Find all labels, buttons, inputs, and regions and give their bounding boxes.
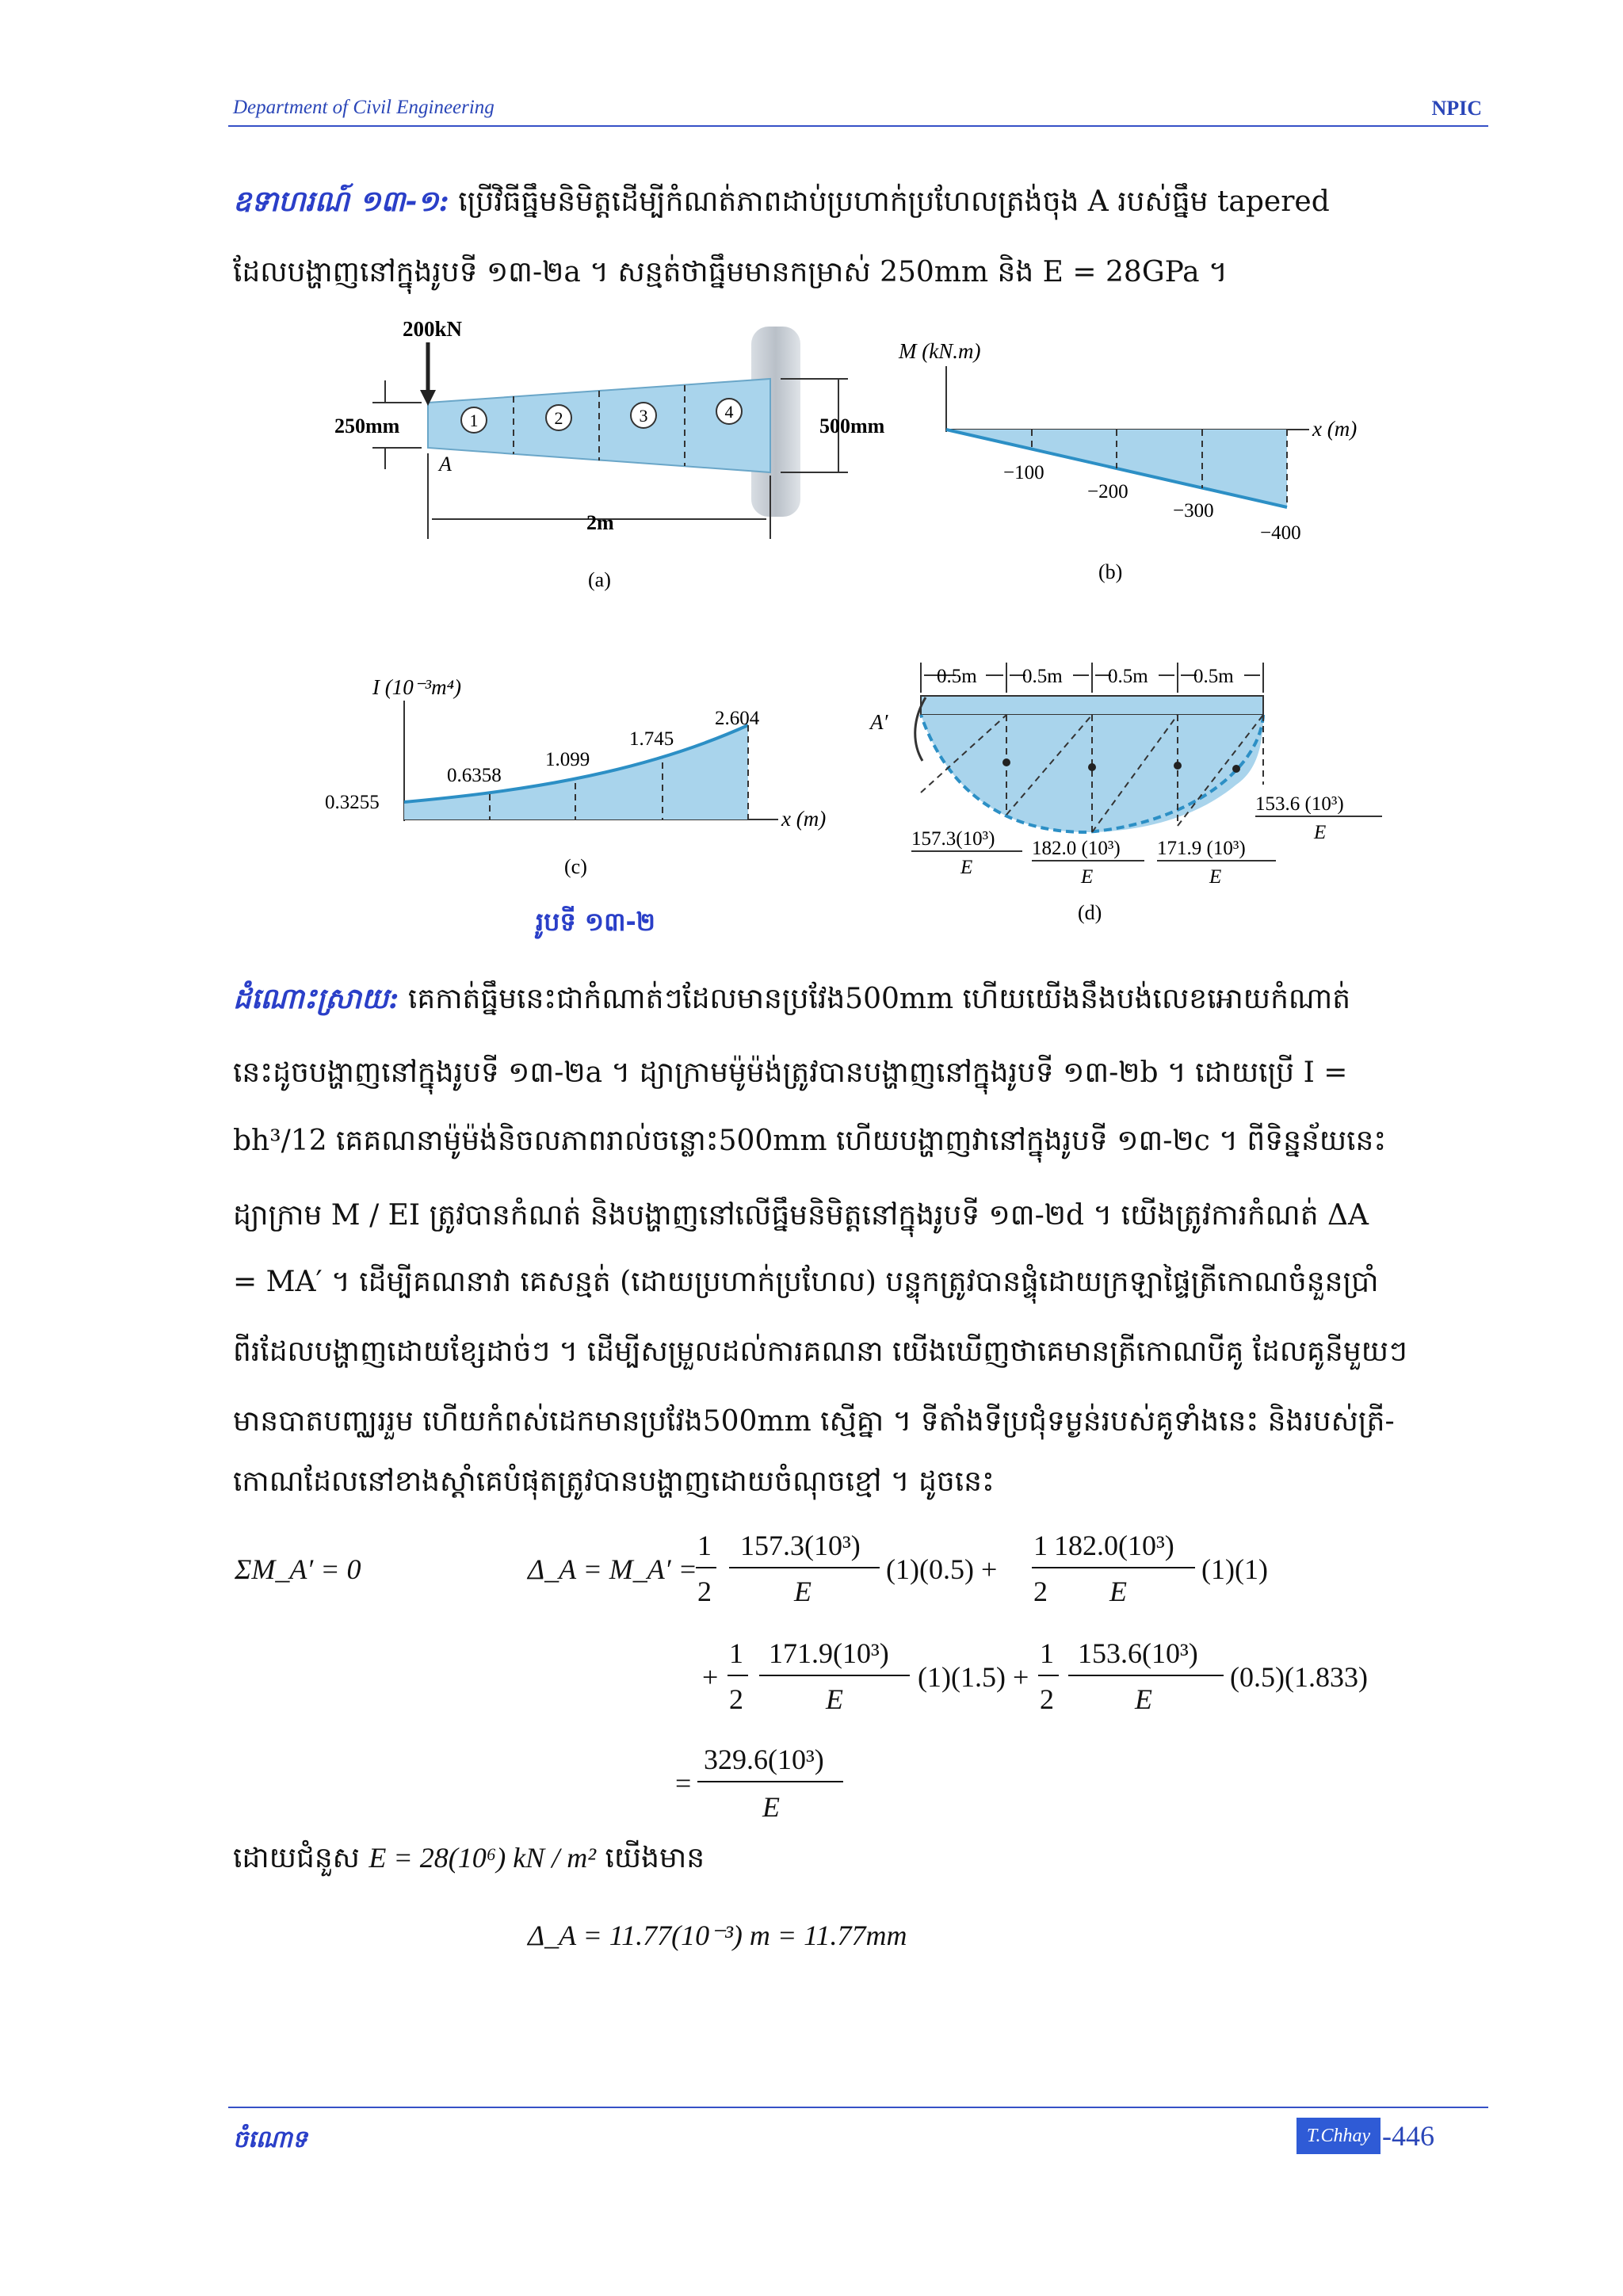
example-label: ឧទាហរណ៍ ១៣-១: [233,185,449,218]
eq-t4-tail: (0.5)(1.833) [1230,1661,1368,1693]
inertia-value-3: 1.099 [545,749,590,770]
eq-t2-den: E [1109,1576,1127,1607]
moment-tick-200: −200 [1087,481,1128,502]
inertia-value-5: 2.604 [715,708,760,729]
eq-t1-den: E [794,1576,812,1607]
span-4: 0.5m [1193,666,1234,687]
load-label: 200kN [403,317,463,341]
segment-2: 2 [554,408,563,428]
svg-text:1: 1 [1033,1530,1048,1561]
header-institution: NPIC [1431,97,1482,120]
left-depth-label: 250mm [334,415,400,437]
svg-text:2: 2 [1033,1576,1048,1607]
eq-t1-half: 1 [697,1530,712,1561]
load-4-den: E [1314,822,1327,843]
caption-c: (c) [564,855,587,878]
solution-line-2: នេះដូចបង្ហាញនៅក្នុងរូបទី ១៣-២a ។ ដ្យាក្រាមម៉ូម៉ង់ត្រូវបានបង្ហាញនៅក្នុងរូបទី ១៣-២b ។ ដោយប្រើ I = [233,1056,1348,1089]
footer-chapter: ចំណោទ [233,2126,307,2153]
inertia-value-2: 0.6358 [447,765,502,786]
load-4: 153.6 (10³) [1255,793,1344,815]
eq-result-num: 329.6(10³) [704,1744,824,1775]
moment-tick-400: −400 [1260,522,1301,544]
load-3-den: E [1209,866,1222,888]
eq-t4-den: E [1135,1683,1152,1715]
load-2-den: E [1081,866,1094,888]
load-3: 171.9 (10³) [1157,838,1246,859]
solution-label: ដំណោះស្រាយ: [233,982,399,1015]
svg-text:2: 2 [729,1683,743,1715]
inertia-x-label: x (m) [781,807,827,831]
subst-eq: E = 28(10⁶) kN / m² [369,1842,596,1874]
caption-b: (b) [1098,560,1123,583]
figure-title: រូបទី ១៣-២ [536,907,655,937]
eq-t3-tail: (1)(1.5) + [918,1661,1029,1693]
eq-t3-num: 171.9(10³) [769,1637,889,1669]
eq-t4-num: 153.6(10³) [1078,1637,1198,1669]
author-badge: T.Chhay [1296,2118,1381,2154]
right-depth-label: 500mm [819,415,885,437]
eq-t1-tail: (1)(0.5) + [886,1553,998,1585]
solution-line-6: ពីរដែលបង្ហាញដោយខ្សែដាច់ៗ ។ ដើម្បីសម្រួលដល់ការគណនា យើងឃើញថាគេមានត្រីកោណបីគូ ដែលគូនីមួយៗ [233,1335,1407,1368]
load-1-den: E [960,857,973,878]
svg-text:2: 2 [697,1576,712,1607]
length-label: 2m [586,511,614,534]
eq-t2-tail: (1)(1) [1201,1553,1268,1585]
header-department: Department of Civil Engineering [233,97,495,118]
svg-text:2: 2 [1040,1683,1054,1715]
segment-1: 1 [469,411,479,430]
solution-line-4: ដ្យាក្រាម M / EI ត្រូវបានកំណត់ និងបង្ហាញនៅលើធ្នឹមនិមិត្តនៅក្នុងរូបទី ១៣-២d ។ យើងត្រូវការកំណត់ ΔA [233,1199,1369,1232]
inertia-value-4: 1.745 [629,728,674,750]
svg-text:+: + [702,1661,719,1693]
segment-3: 3 [639,406,648,426]
caption-d: (d) [1078,901,1102,924]
final-answer: Δ_A = 11.77(10⁻³) m = 11.77mm [528,1920,907,1951]
svg-text:=: = [675,1767,692,1799]
footer-rule [228,2107,1488,2108]
moment-axis-label: M (kN.m) [899,339,981,363]
eq-t1-num: 157.3(10³) [740,1530,861,1561]
moment-tick-100: −100 [1003,462,1044,483]
example-text-2: ដែលបង្ហាញនៅក្នុងរូបទី ១៣-២a ។ សន្មត់ថាធ្នឹមមានកម្រាស់ 250mm និង E = 28GPa ។ [233,256,1228,288]
substitution-line [233,1843,1493,1873]
subst-text: ដោយជំនួស [233,1842,360,1874]
eq-lhs: Δ_A = M_A′ = [528,1553,697,1585]
inertia-value-1: 0.3255 [325,792,380,813]
solution-line-5: = MA′ ។ ដើម្បីគណនាវា គេសន្មត់ (ដោយប្រហាក់ប្រហែល) បន្ទុកត្រូវបានផ្ទុំដោយក្រឡាផ្ទៃត្រីកោណចំនួនប្រាំ [233,1266,1379,1298]
moment-tick-300: −300 [1173,500,1214,521]
segment-4: 4 [724,402,734,422]
inertia-axis-label: I (10⁻³m⁴) [372,675,461,699]
solution-line-7: មានបាតបញ្ឈររួម ហើយកំពស់ដេកមានប្រវែង500mm ស្មើគ្នា ។ ទីតាំងទីប្រជុំទម្ងន់របស់គូទាំងនេះ និងរបស់ត្រី- [233,1405,1395,1438]
eq-t3-den: E [826,1683,843,1715]
load-1: 157.3(10³) [911,828,995,850]
caption-a: (a) [588,568,611,591]
point-a-prime: A′ [870,710,888,734]
eq-sum: ΣM_A′ = 0 [235,1553,361,1585]
subst-after: យើងមាន [605,1842,705,1874]
svg-text:1: 1 [729,1637,743,1669]
span-2: 0.5m [1022,666,1063,687]
span-3: 0.5m [1108,666,1148,687]
page-number: -446 [1382,2120,1434,2152]
load-2: 182.0 (10³) [1032,838,1121,859]
eq-result-den: E [762,1791,780,1823]
moment-xlabel: x (m) [1312,417,1358,441]
example-text-1: ប្រើវិធីធ្នឹមនិមិត្តដើម្បីកំណត់ភាពដាប់ប្រហាក់ប្រហែលត្រង់ចុង A របស់ធ្នឹម tapered [458,185,1330,218]
solution-line-8: កោណដែលនៅខាងស្តាំគេបំផុតត្រូវបានបង្ហាញដោយចំណុចខ្មៅ ។ ដូចនេះ [233,1465,995,1498]
eq-t2-num: 182.0(10³) [1054,1530,1174,1561]
svg-text:1: 1 [1040,1637,1054,1669]
solution-text-1: គេកាត់ធ្នឹមនេះជាកំណាត់ៗដែលមានប្រវែង500mm ហើយយើងនឹងបង់លេខអោយកំណាត់ [407,983,1351,1015]
span-1: 0.5m [937,666,977,687]
solution-line-3: bh³/12 គេគណនាម៉ូម៉ង់និចលភាពរាល់ចន្លោះ500mm ហើយបង្ហាញវានៅក្នុងរូបទី ១៣-២c ។ ពីទិន្នន័យនេះ [233,1125,1387,1157]
support-label: A [439,453,452,476]
